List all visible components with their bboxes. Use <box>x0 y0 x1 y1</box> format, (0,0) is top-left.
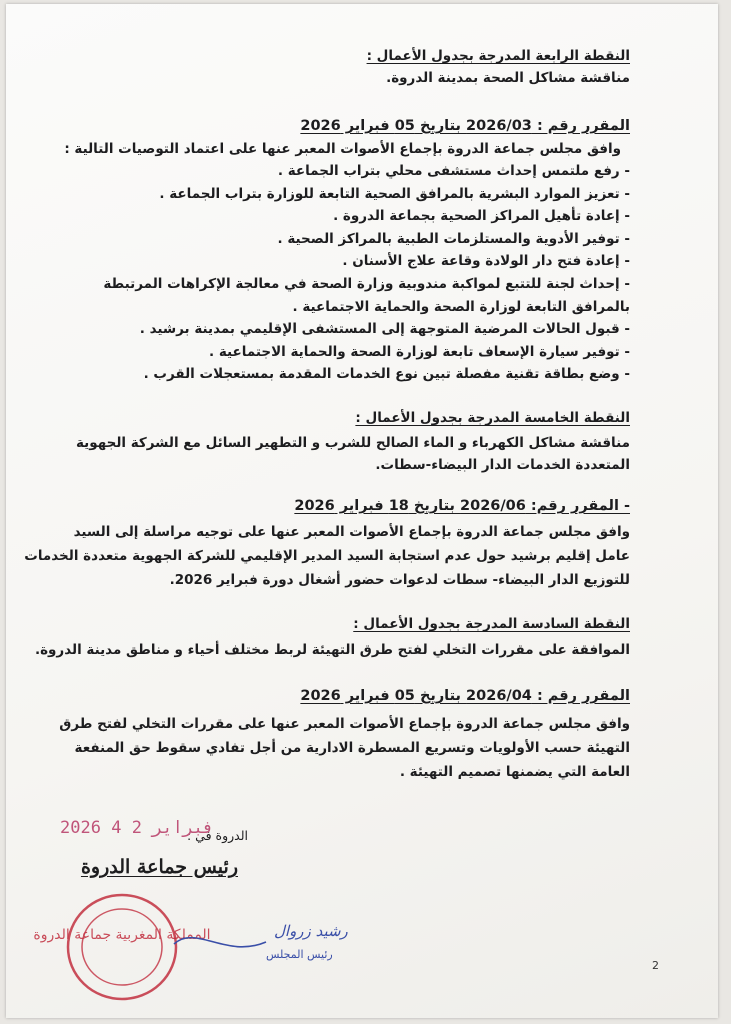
signatory-title: رئيس جماعة الدروة <box>80 856 238 878</box>
section6-heading: النقطة السادسة المدرجة بجدول الأعمال : <box>353 616 630 632</box>
section5-heading: النقطة الخامسة المدرجة بجدول الأعمال : <box>355 410 630 426</box>
body-line: عامل إقليم برشيد حول عدم استجابة السيد المدير الإقليمي للشركة الجهوية متعددة الخدمات <box>24 548 630 564</box>
list-item: - توفير سيارة الإسعاف تابعة لوزارة الصحة والحماية الاجتماعية . <box>209 343 630 360</box>
decision3-title: المقرر رقم : 2026/04 بتاريخ 05 فبراير 2026 <box>300 688 630 704</box>
stamp-text: المملكة المغربية جماعة الدروة <box>33 927 211 943</box>
body-line: العامة التي يضمنها تصميم التهيئة . <box>399 764 630 780</box>
decision1-intro: وافق مجلس جماعة الدروة بإجماع الأصوات المعبر عنها على اعتماد التوصيات التالية : <box>64 141 621 157</box>
list-item: - توفير الأدوية والمستلزمات الطبية بالمراكز الصحية . <box>277 230 630 247</box>
decision3-body <box>59 712 630 784</box>
signer-name: رشيد زروال <box>274 922 348 940</box>
body-line: التهيئة حسب الأولويات وتسريع المسطرة الادارية من أجل تفادي سقوط حق المنفعة <box>74 740 630 756</box>
section6-subject: الموافقة على مقررات التخلي لفتح طرق التهيئة لربط مختلف أحياء و مناطق مدينة الدروة. <box>34 642 630 658</box>
subject-line: مناقشة مشاكل الكهرباء و الماء الصالح للشرب و التطهير السائل مع الشركة الجهوية <box>75 435 630 451</box>
section4-subject: مناقشة مشاكل الصحة بمدينة الدروة. <box>386 70 630 86</box>
decision2-body <box>24 520 630 592</box>
list-item: - وضع بطاقة تقنية مفصلة تبين نوع الخدمات المقدمة بمستعجلات القرب . <box>143 366 630 383</box>
list-item: - إعادة تأهيل المراكز الصحية بجماعة الدروة . <box>333 208 630 225</box>
list-item: - رفع ملتمس إحداث مستشفى محلي بتراب الجماعة . <box>277 163 630 179</box>
list-item: - تعزيز الموارد البشرية بالمرافق الصحية التابعة للوزارة بتراب الجماعة . <box>159 185 630 202</box>
section5-subject <box>76 432 630 476</box>
place-label: الدروة في : <box>186 828 248 843</box>
decision1-title: المقرر رقم : 2026/03 بتاريخ 05 فبراير 2026 <box>300 118 630 134</box>
page-number: 2 <box>652 959 659 972</box>
list-item: - إحداث لجنة للتتبع لمواكبة مندوبية وزارة الصحة في معالجة الإكراهات المرتبطة <box>103 275 630 292</box>
subject-line: المتعددة الخدمات الدار البيضاء-سطات. <box>375 457 630 473</box>
decision1-list <box>103 160 630 386</box>
handwritten-date: 2026 فبراير 2 4 <box>60 818 214 838</box>
document-page <box>6 4 718 1018</box>
signer-role: رئيس المجلس <box>266 948 333 961</box>
list-item: بالمرافق التابعة لوزارة الصحة والحماية الاجتماعية . <box>292 298 630 315</box>
body-line: وافق مجلس جماعة الدروة بإجماع الأصوات المعبر عنها على توجيه مراسلة إلى السيد <box>73 524 630 540</box>
list-item: - إعادة فتح دار الولادة وقاعة علاج الأسنان . <box>342 253 630 270</box>
signature-icon <box>166 914 348 974</box>
list-item: - قبول الحالات المرضية المتوجهة إلى المستشفى الإقليمي بمدينة برشيد . <box>139 321 630 338</box>
body-line: للتوزيع الدار البيضاء- سطات لدعوات حضور أشغال دورة فبراير 2026. <box>169 572 630 588</box>
section4-heading: النقطة الرابعة المدرجة بجدول الأعمال : <box>366 48 630 64</box>
decision2-title: - المقرر رقم: 2026/06 بتاريخ 18 فبراير 2026 <box>294 498 630 514</box>
body-line: وافق مجلس جماعة الدروة بإجماع الأصوات المعبر عنها على مقررات التخلي لفتح طرق <box>59 716 630 732</box>
